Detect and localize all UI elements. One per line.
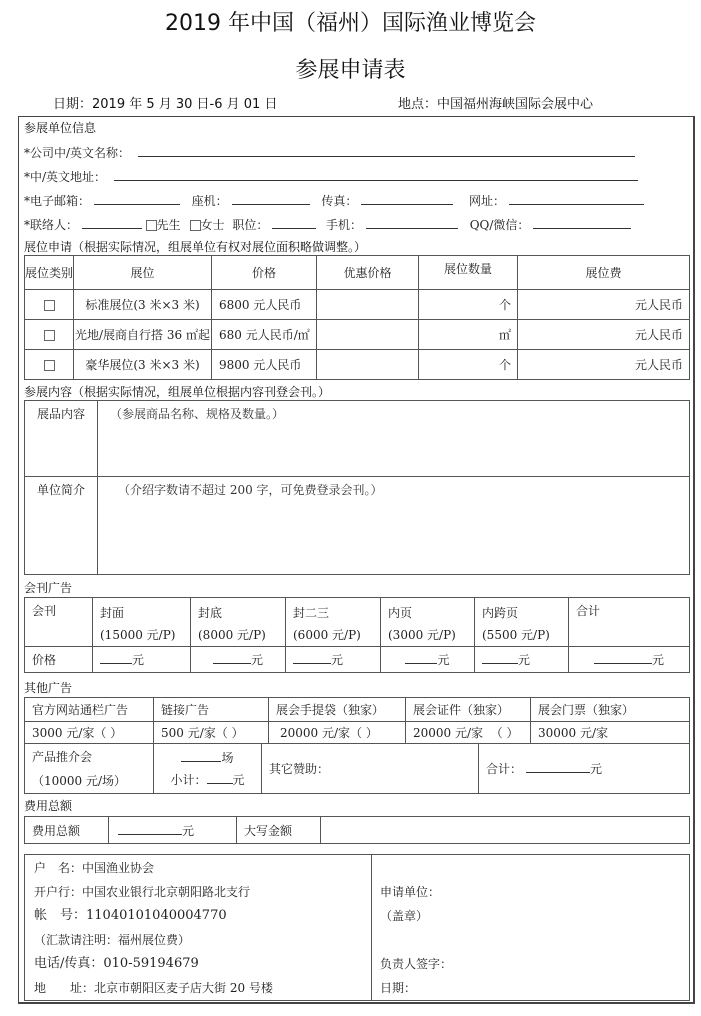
total-table — [24, 816, 690, 844]
currency-unit: 元 — [132, 653, 145, 667]
back-cover-price-field[interactable] — [213, 651, 251, 664]
section-total: 费用总额 — [24, 799, 73, 813]
exhibition-place: 地点：中国福州海峡国际会展中心 — [398, 97, 594, 112]
header-price: 价格 — [212, 256, 317, 290]
exhibition-date: 日期：2019 年 5 月 30 日-6 月 01 日 — [53, 97, 278, 112]
currency-unit: 元 — [232, 772, 245, 787]
remit-note: （汇款请注明：福州展位费） — [34, 933, 191, 947]
website-label: 网址： — [469, 194, 506, 208]
booth-quantity-unit[interactable]: ㎡ — [419, 320, 518, 350]
section-content: 参展内容（根据实际情况，组展单位根据内容刊登会刊。） — [24, 385, 331, 399]
contact-field[interactable] — [82, 216, 142, 229]
form-subtitle: 参展申请表 — [295, 58, 406, 83]
booth-name: 标准展位(3 米×3 米) — [74, 290, 212, 320]
booth-price: 680 元人民币/㎡ — [212, 320, 317, 350]
header-fee: 展位费 — [518, 256, 690, 290]
ms-checkbox[interactable] — [190, 220, 201, 231]
company-name-field[interactable] — [138, 144, 635, 157]
ms-label: 女士 — [200, 218, 225, 232]
cover-price-field[interactable] — [100, 651, 132, 664]
content-table — [24, 400, 690, 575]
promo-table — [24, 743, 690, 794]
booth-table — [24, 255, 690, 380]
booth-fee[interactable]: 元人民币 — [518, 290, 690, 320]
address-field[interactable] — [114, 168, 638, 181]
booth-quantity-unit[interactable]: 个 — [419, 290, 518, 320]
booth-row — [25, 290, 690, 320]
contact-channels-row — [24, 192, 644, 209]
booth-fee[interactable]: 元人民币 — [518, 350, 690, 380]
ad-spread-page — [475, 598, 569, 647]
booth-checkbox[interactable] — [44, 300, 55, 311]
qq-label: QQ/微信： — [469, 218, 530, 232]
booth-name: 光地/展商自行搭 36 ㎡起 — [74, 320, 212, 350]
other-ad-name: 链接广告 — [154, 698, 269, 722]
applicant-date-label: 日期： — [380, 981, 417, 995]
currency-unit: 元 — [651, 653, 664, 667]
booth-price: 9800 元人民币 — [212, 350, 317, 380]
bank-applicant-table — [24, 854, 690, 1001]
inner-page-price-field[interactable] — [405, 651, 437, 664]
promo-sessions-field[interactable] — [181, 749, 221, 762]
contact-person-row — [24, 216, 631, 233]
bank-address: 地 址：北京市朝阳区麦子店大街 20 号楼 — [34, 981, 273, 995]
booth-discount-field[interactable] — [317, 320, 419, 350]
booth-row — [25, 350, 690, 380]
other-ad-price[interactable]: 3000 元/家（ ） — [25, 722, 154, 744]
applicant-unit-label: 申请单位： — [380, 885, 441, 899]
landline-field[interactable] — [232, 192, 310, 205]
other-ads-table — [24, 697, 690, 744]
booth-fee[interactable]: 元人民币 — [518, 320, 690, 350]
other-ad-name: 展会证件（独家） — [406, 698, 531, 722]
other-ad-price[interactable]: 500 元/家（ ） — [154, 722, 269, 744]
booth-price: 6800 元人民币 — [212, 290, 317, 320]
header-discount: 优惠价格 — [317, 256, 419, 290]
promo-label: 产品推介会 — [32, 749, 93, 764]
subtotal-label: 小计： — [170, 772, 207, 787]
header-quantity: 展位数量 — [419, 256, 518, 290]
ad-name: 内页 — [388, 606, 413, 620]
currency-unit: 元 — [182, 823, 195, 838]
address-label: *中/英文地址： — [24, 170, 107, 184]
catalog-price-label: 价格 — [25, 647, 93, 673]
section-booth: 展位申请（根据实际情况，组展单位有权对展位面积略做调整。） — [24, 240, 367, 254]
position-label: 职位： — [232, 218, 269, 232]
mobile-label: 手机： — [326, 218, 363, 232]
other-ads-total-cell — [479, 744, 690, 794]
total-amount-field[interactable] — [118, 822, 182, 835]
other-ad-name: 官方网站通栏广告 — [25, 698, 154, 722]
section-catalog-ads: 会刊广告 — [24, 581, 73, 595]
booth-checkbox[interactable] — [44, 360, 55, 371]
address-row — [24, 168, 638, 185]
fax-field[interactable] — [361, 192, 453, 205]
catalog-label: 会刊 — [25, 598, 93, 647]
sessions-unit: 场 — [221, 750, 234, 765]
booth-discount-field[interactable] — [317, 290, 419, 320]
applicant-cell[interactable] — [372, 855, 690, 1001]
inside-cover-price-field[interactable] — [293, 651, 331, 664]
ad-name: 封底 — [198, 606, 223, 620]
products-label: 展品内容 — [25, 401, 98, 477]
promo-cell — [25, 744, 154, 794]
position-field[interactable] — [272, 216, 316, 229]
ad-name: 封面 — [100, 606, 125, 620]
qq-field[interactable] — [533, 216, 631, 229]
ad-inside-cover — [286, 598, 381, 647]
other-ad-price[interactable]: 20000 元/家 （ ） — [406, 722, 531, 744]
intro-field[interactable] — [98, 477, 690, 575]
stamp-label: （盖章） — [380, 909, 429, 923]
promo-subtotal-field[interactable] — [207, 771, 233, 784]
spread-page-price-field[interactable] — [482, 651, 518, 664]
header-booth: 展位 — [74, 256, 212, 290]
bank-info-cell — [25, 855, 372, 1001]
ad-price: (15000 元/P) — [100, 628, 176, 642]
section-other-ads: 其他广告 — [24, 681, 73, 695]
other-ad-price[interactable]: 20000 元/家（ ） — [269, 722, 406, 744]
ad-name: 封二三 — [293, 606, 330, 620]
ad-price: (6000 元/P) — [293, 628, 361, 642]
booth-quantity-unit[interactable]: 个 — [419, 350, 518, 380]
email-label: *电子邮箱： — [24, 194, 91, 208]
products-hint: （参展商品名称、规格及数量。） — [110, 407, 285, 421]
company-name-row — [24, 144, 635, 161]
ad-cover — [93, 598, 191, 647]
catalog-ads-table — [24, 597, 690, 673]
booth-row — [25, 320, 690, 350]
booth-discount-field[interactable] — [317, 350, 419, 380]
other-ad-name: 展会手提袋（独家） — [269, 698, 406, 722]
ad-back-cover — [191, 598, 286, 647]
mr-label: 先生 — [156, 218, 181, 232]
booth-checkbox[interactable] — [44, 330, 55, 341]
other-ad-price[interactable]: 30000 元/家 — [531, 722, 690, 744]
signature-label: 负责人签字： — [380, 957, 453, 971]
promo-sessions-cell — [154, 744, 262, 794]
bank-name: 开户行：中国农业银行北京朝阳路北支行 — [34, 885, 251, 899]
other-ads-total-label: 合计： — [486, 762, 523, 776]
other-ads-total-field[interactable] — [526, 760, 590, 773]
ad-price: (8000 元/P) — [198, 628, 266, 642]
ad-total-header: 合计 — [569, 598, 690, 647]
ad-inner-page — [381, 598, 475, 647]
landline-label: 座机： — [191, 194, 228, 208]
currency-unit: 元 — [331, 653, 344, 667]
booth-name: 豪华展位(3 米×3 米) — [74, 350, 212, 380]
products-field[interactable] — [98, 401, 690, 477]
account-name: 户 名：中国渔业协会 — [34, 861, 155, 875]
promo-price: （10000 元/场） — [32, 773, 127, 788]
contact-label: *联络人： — [24, 218, 79, 232]
sponsor-label: 其它赞助： — [269, 762, 330, 776]
ad-price: (5500 元/P) — [482, 628, 550, 642]
currency-unit: 元 — [590, 762, 603, 776]
other-ad-name: 展会门票（独家） — [531, 698, 690, 722]
currency-unit: 元 — [518, 653, 531, 667]
ad-price: (3000 元/P) — [388, 628, 456, 642]
intro-label: 单位简介 — [25, 477, 98, 575]
mobile-field[interactable] — [366, 216, 458, 229]
total-label: 费用总额 — [25, 817, 109, 844]
website-field[interactable] — [509, 192, 644, 205]
uppercase-amount-field[interactable] — [321, 817, 690, 844]
account-number: 帐 号：11040101040004770 — [34, 908, 227, 923]
fax-label: 传真： — [321, 194, 358, 208]
catalog-total-field[interactable] — [594, 651, 652, 664]
form-title: 2019 年中国（福州）国际渔业博览会 — [165, 11, 536, 36]
ad-name: 内跨页 — [482, 606, 519, 620]
header-booth-type: 展位类别 — [25, 256, 74, 290]
uppercase-amount-label: 大写金额 — [237, 817, 321, 844]
currency-unit: 元 — [250, 653, 263, 667]
currency-unit: 元 — [437, 653, 450, 667]
company-name-label: *公司中/英文名称： — [24, 146, 131, 160]
section-exhibitor-info: 参展单位信息 — [24, 121, 97, 135]
intro-hint: （介绍字数请不超过 200 字，可免费登录会刊。） — [118, 483, 383, 497]
phone-fax: 电话/传真：010-59194679 — [34, 956, 199, 971]
email-field[interactable] — [94, 192, 180, 205]
sponsor-cell[interactable] — [262, 744, 479, 794]
mr-checkbox[interactable] — [146, 220, 157, 231]
